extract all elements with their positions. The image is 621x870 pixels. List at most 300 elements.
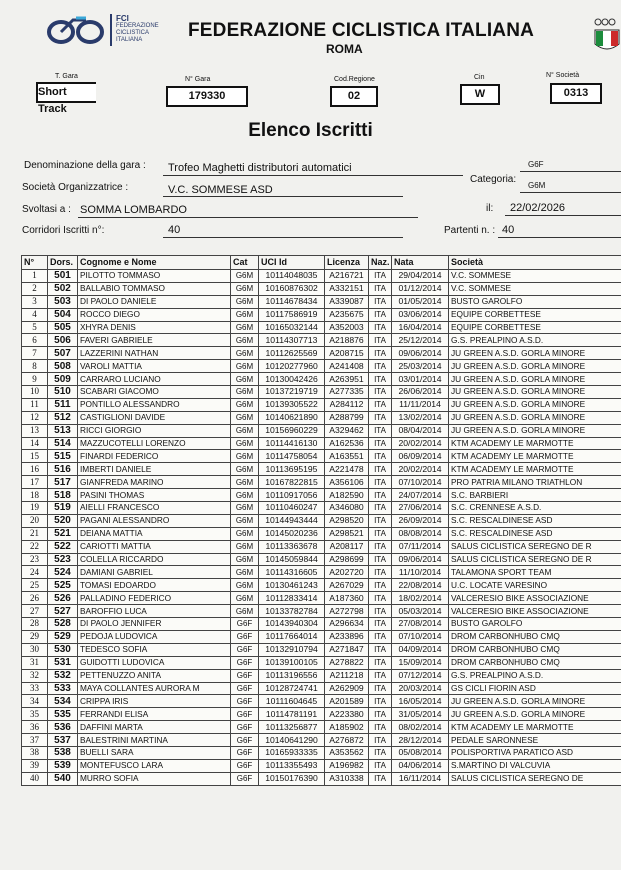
cell-societa: JU GREEN A.S.D. GORLA MINORE (449, 347, 621, 360)
n-societa-label: N° Società (546, 72, 580, 79)
cell-cat: G6F (231, 695, 259, 708)
cell-cat: G6M (231, 386, 259, 399)
cell-dorsale: 501 (48, 270, 78, 283)
cell-cat: G6M (231, 476, 259, 489)
cell-dorsale: 505 (48, 321, 78, 334)
cell-uci-id: 10113363678 (259, 540, 325, 553)
table-row (22, 605, 621, 618)
cell-number: 35 (22, 708, 48, 721)
cell-naz: ITA (369, 308, 392, 321)
cell-licenza: A262909 (325, 682, 369, 695)
cell-societa: S.C. CRENNESE A.S.D. (449, 502, 621, 515)
cell-cat: G6M (231, 295, 259, 308)
cell-societa: BUSTO GAROLFO (449, 295, 621, 308)
cell-societa: EQUIPE CORBETTESE (449, 321, 621, 334)
cell-uci-id: 10117586919 (259, 308, 325, 321)
cell-number: 1 (22, 270, 48, 283)
cell-nata: 27/06/2014 (392, 502, 449, 515)
cell-cat: G6M (231, 270, 259, 283)
table-row (22, 643, 621, 656)
table-row (22, 708, 621, 721)
cell-societa: V.C. SOMMESE (449, 282, 621, 295)
cell-dorsale: 521 (48, 527, 78, 540)
table-row (22, 411, 621, 424)
cell-societa: DROM CARBONHUBO CMQ (449, 643, 621, 656)
cell-number: 10 (22, 386, 48, 399)
cell-naz: ITA (369, 321, 392, 334)
cell-number: 33 (22, 682, 48, 695)
table-header-row (22, 256, 621, 270)
cell-dorsale: 516 (48, 463, 78, 476)
cell-uci-id: 10112833414 (259, 592, 325, 605)
cell-naz: ITA (369, 669, 392, 682)
cell-cat: G6F (231, 682, 259, 695)
cell-cat: G6M (231, 502, 259, 515)
cell-dorsale: 517 (48, 476, 78, 489)
cell-dorsale: 537 (48, 734, 78, 747)
cell-number: 28 (22, 618, 48, 631)
cell-licenza: A271847 (325, 643, 369, 656)
cell-nome: PILOTTO TOMMASO (78, 270, 231, 283)
organization-city: ROMA (326, 42, 363, 56)
cell-dorsale: 525 (48, 579, 78, 592)
cell-nata: 13/02/2014 (392, 411, 449, 424)
cell-uci-id: 10143940304 (259, 618, 325, 631)
cell-number: 26 (22, 592, 48, 605)
cell-societa: JU GREEN A.S.D. GORLA MINORE (449, 424, 621, 437)
cell-licenza: A352003 (325, 321, 369, 334)
col-header-licenza: Licenza (325, 256, 369, 270)
partenti-label: Partenti n. : (444, 225, 496, 236)
cell-nata: 31/05/2014 (392, 708, 449, 721)
cell-dorsale: 514 (48, 437, 78, 450)
table-row (22, 553, 621, 566)
cell-uci-id: 10114781191 (259, 708, 325, 721)
cell-cat: G6M (231, 605, 259, 618)
cell-uci-id: 10150176390 (259, 772, 325, 785)
cell-cat: G6F (231, 759, 259, 772)
cell-naz: ITA (369, 746, 392, 759)
cell-nome: FERRANDI ELISA (78, 708, 231, 721)
cell-uci-id: 10130461243 (259, 579, 325, 592)
categoria-label: Categoria: (470, 174, 517, 185)
cell-uci-id: 10113695195 (259, 463, 325, 476)
table-body (22, 270, 621, 786)
cell-societa: PRO PATRIA MILANO TRIATHLON (449, 476, 621, 489)
table-row (22, 502, 621, 515)
cell-nata: 20/02/2014 (392, 463, 449, 476)
cell-dorsale: 509 (48, 373, 78, 386)
cell-uci-id: 10145020236 (259, 527, 325, 540)
cell-cat: G6F (231, 618, 259, 631)
cell-uci-id: 10156960229 (259, 424, 325, 437)
cell-nata: 11/10/2014 (392, 566, 449, 579)
cell-nome: LAZZERINI NATHAN (78, 347, 231, 360)
cell-number: 4 (22, 308, 48, 321)
cell-number: 38 (22, 746, 48, 759)
cell-cat: G6M (231, 463, 259, 476)
cell-naz: ITA (369, 579, 392, 592)
cell-licenza: A223380 (325, 708, 369, 721)
cell-licenza: A182590 (325, 489, 369, 502)
fci-abbr: FCI (116, 14, 129, 23)
cell-societa: JU GREEN A.S.D. GORLA MINORE (449, 708, 621, 721)
cell-nata: 27/08/2014 (392, 618, 449, 631)
cell-uci-id: 10140621890 (259, 411, 325, 424)
cell-uci-id: 10113355493 (259, 759, 325, 772)
cell-licenza: A284112 (325, 398, 369, 411)
cell-societa: DROM CARBONHUBO CMQ (449, 630, 621, 643)
col-header-cat: Cat (231, 256, 259, 270)
cell-nata: 09/06/2014 (392, 347, 449, 360)
cell-cat: G6M (231, 514, 259, 527)
cell-cat: G6M (231, 308, 259, 321)
cell-naz: ITA (369, 463, 392, 476)
cell-naz: ITA (369, 295, 392, 308)
cell-cat: G6M (231, 360, 259, 373)
societa-value: V.C. SOMMESE ASD (168, 184, 273, 196)
n-societa-value: 0313 (550, 83, 602, 104)
il-value: 22/02/2026 (510, 202, 566, 214)
cod-regione-value: 02 (330, 86, 378, 107)
svoltasi-underline (78, 217, 418, 218)
cell-number: 14 (22, 437, 48, 450)
cell-dorsale: 510 (48, 386, 78, 399)
cell-naz: ITA (369, 656, 392, 669)
fci-logo-text (110, 14, 162, 46)
cell-dorsale: 502 (48, 282, 78, 295)
cell-nata: 11/11/2014 (392, 398, 449, 411)
table-row (22, 695, 621, 708)
cell-nata: 20/03/2014 (392, 682, 449, 695)
cell-nata: 16/05/2014 (392, 695, 449, 708)
cell-cat: G6M (231, 489, 259, 502)
cell-uci-id: 10114416130 (259, 437, 325, 450)
cell-dorsale: 532 (48, 669, 78, 682)
cell-naz: ITA (369, 270, 392, 283)
table-row (22, 282, 621, 295)
cell-societa: SALUS CICLISTICA SEREGNO DE (449, 772, 621, 785)
categoria-value-2: G6M (528, 181, 546, 190)
cell-societa: GS CICLI FIORIN ASD (449, 682, 621, 695)
cell-licenza: A162536 (325, 437, 369, 450)
cell-dorsale: 539 (48, 759, 78, 772)
cell-naz: ITA (369, 759, 392, 772)
cell-naz: ITA (369, 411, 392, 424)
cell-nome: FAVERI GABRIELE (78, 334, 231, 347)
corridori-value: 40 (168, 224, 181, 236)
cell-uci-id: 10117664014 (259, 630, 325, 643)
cell-nata: 08/04/2014 (392, 424, 449, 437)
cell-licenza: A221478 (325, 463, 369, 476)
cell-number: 16 (22, 463, 48, 476)
cell-licenza: A356106 (325, 476, 369, 489)
iscritti-table (21, 255, 621, 786)
cell-licenza: A233896 (325, 630, 369, 643)
corridori-underline (163, 237, 403, 238)
cell-cat: G6M (231, 334, 259, 347)
cell-nome: DAFFINI MARTA (78, 721, 231, 734)
cell-nata: 15/09/2014 (392, 656, 449, 669)
cell-dorsale: 533 (48, 682, 78, 695)
cell-number: 30 (22, 643, 48, 656)
cell-cat: G6F (231, 656, 259, 669)
cell-licenza: A346080 (325, 502, 369, 515)
cell-dorsale: 513 (48, 424, 78, 437)
cell-cat: G6M (231, 540, 259, 553)
cell-nome: MAZZUCOTELLI LORENZO (78, 437, 231, 450)
table-row (22, 759, 621, 772)
cell-licenza: A216721 (325, 270, 369, 283)
cell-cat: G6F (231, 772, 259, 785)
cell-nome: GIANFREDA MARINO (78, 476, 231, 489)
col-header-nome: Cognome e Nome (78, 256, 231, 270)
cell-societa: VALCERESIO BIKE ASSOCIAZIONE (449, 592, 621, 605)
cell-uci-id: 10128724741 (259, 682, 325, 695)
cell-nome: RICCI GIORGIO (78, 424, 231, 437)
cell-licenza: A278822 (325, 656, 369, 669)
cell-nata: 08/02/2014 (392, 721, 449, 734)
cell-dorsale: 524 (48, 566, 78, 579)
table-row (22, 540, 621, 553)
cell-dorsale: 540 (48, 772, 78, 785)
cell-uci-id: 10133782784 (259, 605, 325, 618)
cell-uci-id: 10167822815 (259, 476, 325, 489)
cell-uci-id: 10145059844 (259, 553, 325, 566)
cell-number: 12 (22, 411, 48, 424)
cell-societa: S.C. RESCALDINESE ASD (449, 514, 621, 527)
table-row (22, 424, 621, 437)
cell-dorsale: 529 (48, 630, 78, 643)
cell-nata: 05/03/2014 (392, 605, 449, 618)
cell-nome: DAMIANI GABRIEL (78, 566, 231, 579)
cell-number: 13 (22, 424, 48, 437)
table-row (22, 308, 621, 321)
cell-nata: 07/11/2014 (392, 540, 449, 553)
cell-number: 20 (22, 514, 48, 527)
table-row (22, 463, 621, 476)
cell-nata: 28/12/2014 (392, 734, 449, 747)
cell-nata: 03/06/2014 (392, 308, 449, 321)
table-row (22, 450, 621, 463)
cell-licenza: A267029 (325, 579, 369, 592)
cell-uci-id: 10113256877 (259, 721, 325, 734)
cell-uci-id: 10140641290 (259, 734, 325, 747)
cell-licenza: A235675 (325, 308, 369, 321)
cell-nata: 01/05/2014 (392, 295, 449, 308)
cell-number: 40 (22, 772, 48, 785)
cell-number: 19 (22, 502, 48, 515)
cell-societa: S.MARTINO DI VALCUVIA (449, 759, 621, 772)
cell-nome: MURRO SOFIA (78, 772, 231, 785)
cell-nome: CRIPPA IRIS (78, 695, 231, 708)
document-header (0, 0, 621, 70)
cell-licenza: A298699 (325, 553, 369, 566)
cell-uci-id: 10130042426 (259, 373, 325, 386)
cell-cat: G6F (231, 746, 259, 759)
cell-number: 24 (22, 566, 48, 579)
cell-licenza: A163551 (325, 450, 369, 463)
cell-nata: 18/02/2014 (392, 592, 449, 605)
cell-licenza: A208117 (325, 540, 369, 553)
cell-nata: 07/10/2014 (392, 476, 449, 489)
cell-licenza: A196982 (325, 759, 369, 772)
cell-licenza: A185902 (325, 721, 369, 734)
table-row (22, 476, 621, 489)
fci-line3: ITALIANA (116, 37, 143, 43)
cell-number: 7 (22, 347, 48, 360)
cell-nome: IMBERTI DANIELE (78, 463, 231, 476)
col-header-uci-id: UCI Id (259, 256, 325, 270)
cell-uci-id: 10114758054 (259, 450, 325, 463)
cell-uci-id: 10160876302 (259, 282, 325, 295)
cell-naz: ITA (369, 605, 392, 618)
coni-shield-logo-icon (592, 16, 621, 56)
cell-dorsale: 508 (48, 360, 78, 373)
table-row (22, 682, 621, 695)
cell-cat: G6F (231, 643, 259, 656)
cell-societa: JU GREEN A.S.D. GORLA MINORE (449, 398, 621, 411)
table-row (22, 398, 621, 411)
cod-regione-label: Cod.Regione (334, 76, 375, 83)
table-row (22, 566, 621, 579)
cell-naz: ITA (369, 373, 392, 386)
cell-number: 25 (22, 579, 48, 592)
cell-number: 17 (22, 476, 48, 489)
cell-nata: 06/09/2014 (392, 450, 449, 463)
cell-nome: PASINI THOMAS (78, 489, 231, 502)
cell-cat: G6F (231, 708, 259, 721)
cell-nata: 07/10/2014 (392, 630, 449, 643)
table-row (22, 734, 621, 747)
cell-cat: G6F (231, 630, 259, 643)
cell-naz: ITA (369, 630, 392, 643)
cell-societa: G.S. PREALPINO A.S.D. (449, 669, 621, 682)
cell-societa: SALUS CICLISTICA SEREGNO DE R (449, 553, 621, 566)
cell-societa: POLISPORTIVA PARATICO ASD (449, 746, 621, 759)
cell-uci-id: 10110460247 (259, 502, 325, 515)
partenti-value: 40 (502, 224, 515, 236)
cell-licenza: A298520 (325, 514, 369, 527)
cell-societa: DROM CARBONHUBO CMQ (449, 656, 621, 669)
cell-societa: SALUS CICLISTICA SEREGNO DE R (449, 540, 621, 553)
cell-uci-id: 10144943444 (259, 514, 325, 527)
cell-naz: ITA (369, 502, 392, 515)
table-row (22, 772, 621, 785)
cell-nome: CARIOTTI MATTIA (78, 540, 231, 553)
cell-dorsale: 504 (48, 308, 78, 321)
cell-number: 8 (22, 360, 48, 373)
cell-dorsale: 503 (48, 295, 78, 308)
cell-dorsale: 507 (48, 347, 78, 360)
cell-uci-id: 10139305522 (259, 398, 325, 411)
cell-nata: 26/06/2014 (392, 386, 449, 399)
societa-underline (163, 196, 403, 197)
denominazione-label: Denominazione della gara : (24, 160, 146, 171)
cell-societa: JU GREEN A.S.D. GORLA MINORE (449, 695, 621, 708)
cell-nata: 09/06/2014 (392, 553, 449, 566)
categoria-underline-1 (520, 171, 621, 172)
cell-naz: ITA (369, 695, 392, 708)
cell-number: 9 (22, 373, 48, 386)
cell-nome: GUIDOTTI LUDOVICA (78, 656, 231, 669)
cell-nata: 08/08/2014 (392, 527, 449, 540)
il-label: il: (486, 203, 494, 214)
cell-uci-id: 10110917056 (259, 489, 325, 502)
cell-dorsale: 506 (48, 334, 78, 347)
cell-licenza: A339087 (325, 295, 369, 308)
cell-naz: ITA (369, 592, 392, 605)
denominazione-underline (163, 175, 463, 176)
cell-societa: JU GREEN A.S.D. GORLA MINORE (449, 411, 621, 424)
cell-naz: ITA (369, 489, 392, 502)
n-gara-label: N° Gara (185, 76, 211, 83)
cell-cat: G6M (231, 424, 259, 437)
table-row (22, 270, 621, 283)
cell-number: 2 (22, 282, 48, 295)
cell-naz: ITA (369, 360, 392, 373)
cell-dorsale: 527 (48, 605, 78, 618)
cell-number: 15 (22, 450, 48, 463)
cell-licenza: A208715 (325, 347, 369, 360)
cell-nata: 29/04/2014 (392, 270, 449, 283)
cell-number: 3 (22, 295, 48, 308)
cell-licenza: A201589 (325, 695, 369, 708)
cell-societa: JU GREEN A.S.D. GORLA MINORE (449, 373, 621, 386)
cell-naz: ITA (369, 476, 392, 489)
cell-uci-id: 10139100105 (259, 656, 325, 669)
cell-uci-id: 10112625569 (259, 347, 325, 360)
cell-cat: G6M (231, 566, 259, 579)
cell-nata: 20/02/2014 (392, 437, 449, 450)
cell-naz: ITA (369, 566, 392, 579)
cell-naz: ITA (369, 618, 392, 631)
cell-uci-id: 10132910794 (259, 643, 325, 656)
cell-cat: G6M (231, 398, 259, 411)
cell-naz: ITA (369, 643, 392, 656)
cell-nata: 01/12/2014 (392, 282, 449, 295)
cell-uci-id: 10111604645 (259, 695, 325, 708)
table-row (22, 579, 621, 592)
cell-nata: 04/06/2014 (392, 759, 449, 772)
cell-nata: 16/04/2014 (392, 321, 449, 334)
cell-societa: KTM ACADEMY LE MARMOTTE (449, 450, 621, 463)
cell-societa: V.C. SOMMESE (449, 270, 621, 283)
cell-nome: BUELLI SARA (78, 746, 231, 759)
fci-line2: CICLISTICA (116, 30, 150, 36)
cell-number: 34 (22, 695, 48, 708)
cell-dorsale: 534 (48, 695, 78, 708)
cell-cat: G6M (231, 527, 259, 540)
table-row (22, 295, 621, 308)
cell-nome: AIELLI FRANCESCO (78, 502, 231, 515)
cell-number: 23 (22, 553, 48, 566)
col-header-number: N° (22, 256, 48, 270)
cell-societa: JU GREEN A.S.D. GORLA MINORE (449, 386, 621, 399)
cell-licenza: A218876 (325, 334, 369, 347)
cell-nata: 25/12/2014 (392, 334, 449, 347)
fci-line1: FEDERAZIONE (116, 23, 159, 29)
fci-bicycle-logo-icon (46, 14, 106, 46)
cell-nata: 22/08/2014 (392, 579, 449, 592)
cell-societa: KTM ACADEMY LE MARMOTTE (449, 437, 621, 450)
cell-number: 29 (22, 630, 48, 643)
cell-naz: ITA (369, 682, 392, 695)
societa-label: Società Organizzatrice : (22, 182, 129, 193)
cell-licenza: A329462 (325, 424, 369, 437)
cell-nata: 05/08/2014 (392, 746, 449, 759)
cell-dorsale: 518 (48, 489, 78, 502)
